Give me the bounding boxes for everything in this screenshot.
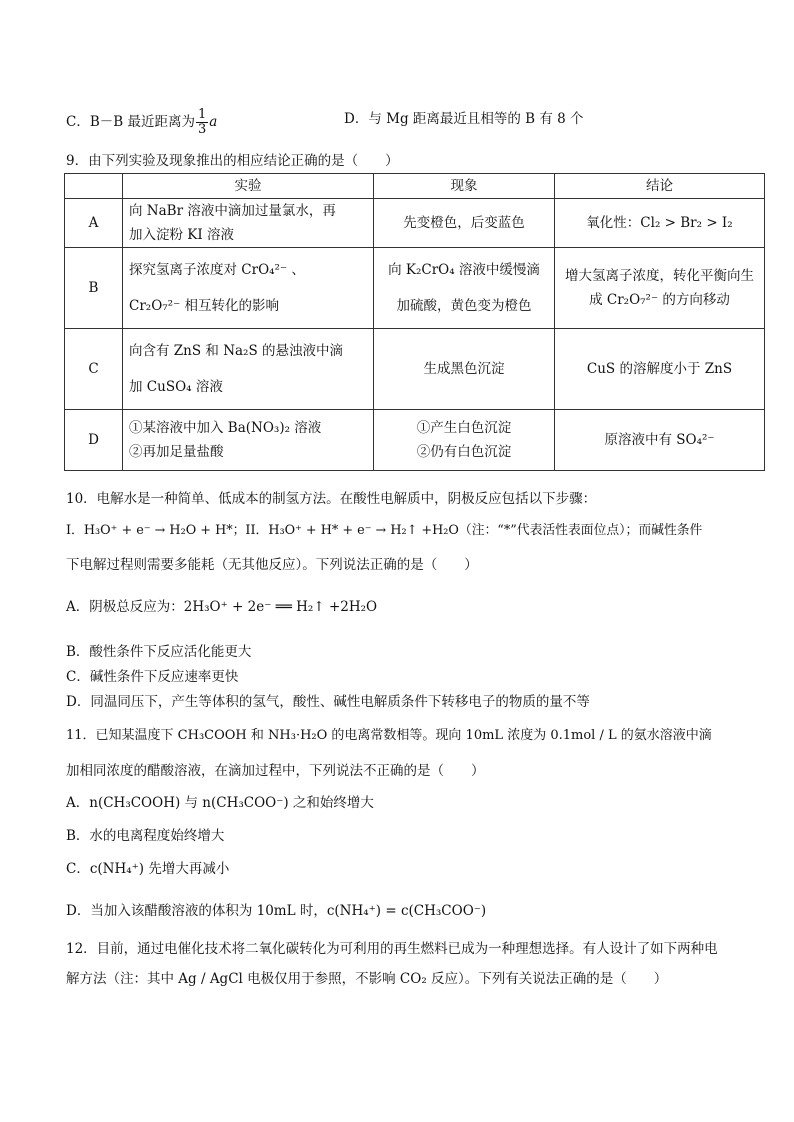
row-label: C	[65, 329, 123, 410]
row-label: B	[65, 248, 123, 329]
fraction-denominator: 3	[197, 122, 207, 137]
q11-option-d: D．当加入该醋酸溶液的体积为 10mL 时，c(NH₄⁺) = c(CH₃COO⁻)	[66, 903, 487, 919]
experiment-line: ②再加足量盐酸	[129, 444, 224, 460]
q9-header-phenomenon: 现象	[374, 174, 555, 199]
q9-header-conclusion: 结论	[555, 174, 765, 199]
experiment-line: 加入淀粉 KI 溶液	[129, 227, 235, 243]
q10-option-b: B．酸性条件下反应活化能更大	[66, 644, 252, 660]
experiment-line: 向含有 ZnS 和 Na₂S 的悬浊液中滴	[129, 343, 344, 359]
q10-option-c: C．碱性条件下反应速率更快	[66, 669, 239, 685]
q12-stem: 12．目前，通过电催化技术将二氧化碳转化为可利用的再生燃料已成为一种理想选择。有人设计了如下两种电	[66, 941, 718, 957]
phenomenon-cell	[374, 248, 555, 329]
phenomenon-line: 生成黑色沉淀	[423, 361, 505, 377]
conclusion-cell	[555, 199, 765, 248]
table-row	[65, 199, 765, 248]
q11-stem: 11．已知某温度下 CH₃COOH 和 NH₃·H₂O 的电离常数相等。现向 10mL 浓度为 0.1mol / L 的氨水溶液中滴	[66, 728, 712, 743]
phenomenon-line: 加硫酸，黄色变为橙色	[396, 298, 532, 314]
fraction-numerator: 1	[197, 107, 207, 122]
q8-option-c	[66, 108, 217, 137]
phenomenon-cell	[374, 199, 555, 248]
experiment-line: Cr₂O₇²⁻ 相互转化的影响	[129, 298, 280, 314]
q10-option-a: A．阴极总反应为：2H₃O⁺ + 2e⁻ ══ H₂↑ +2H₂O	[66, 599, 378, 615]
experiment-cell	[123, 410, 374, 471]
q10-stem: 10．电解水是一种简单、低成本的制氢方法。在酸性电解质中，阴极反应包括以下步骤：	[66, 491, 597, 507]
q9-table-header	[65, 174, 765, 199]
conclusion-line: 原溶液中有 SO₄²⁻	[604, 432, 715, 448]
phenomenon-line: 先变橙色，后变蓝色	[403, 215, 525, 231]
experiment-line: 向 NaBr 溶液中滴加过量氯水，再	[129, 203, 336, 219]
row-label: D	[65, 410, 123, 471]
experiment-line: 探究氢离子浓度对 CrO₄²⁻ 、	[129, 262, 305, 278]
conclusion-line: 增大氢离子浓度，转化平衡向生	[565, 268, 754, 284]
q9-header-experiment: 实验	[123, 174, 374, 199]
q11-stem-continued: 加相同浓度的醋酸溶液，在滴加过程中，下列说法不正确的是（ ）	[66, 763, 485, 779]
table-row	[65, 248, 765, 329]
phenomenon-cell	[374, 410, 555, 471]
experiment-cell	[123, 329, 374, 410]
q8-option-c-text: B－B 最近距离为	[89, 114, 195, 130]
row-label: A	[65, 199, 123, 248]
experiment-line: 加 CuSO₄ 溶液	[129, 379, 223, 395]
q9-table	[64, 173, 765, 471]
q10-stem-continued: 下电解过程则需要多能耗（无其他反应）。下列说法正确的是（ ）	[66, 557, 478, 573]
q11-option-b: B．水的电离程度始终增大	[66, 828, 225, 844]
q10-option-d: D．同温同压下，产生等体积的氢气，酸性、碱性电解质条件下转移电子的物质的量不等	[66, 694, 590, 710]
q8-fraction	[196, 108, 208, 137]
q9-header-blank	[65, 174, 123, 199]
conclusion-line: CuS 的溶解度小于 ZnS	[586, 361, 733, 377]
conclusion-cell	[555, 410, 765, 471]
q10-steps: I．H₃O⁺ + e⁻ → H₂O + H*；II．H₃O⁺ + H* + e⁻ → H₂↑ +H₂O（注：“*”代表活性表面位点）；而碱性条件	[66, 523, 703, 538]
phenomenon-line: ①产生白色沉淀	[416, 420, 512, 436]
conclusion-line: 氧化性：Cl₂ > Br₂ > I₂	[586, 215, 733, 231]
q11-option-c: C．c(NH₄⁺) 先增大再减小	[66, 861, 230, 877]
experiment-line: ①某溶液中加入 Ba(NO₃)₂ 溶液	[129, 420, 322, 436]
phenomenon-line: ②仍有白色沉淀	[416, 444, 512, 460]
q12-stem-continued: 解方法（注：其中 Ag / AgCl 电极仅用于参照，不影响 CO₂ 反应）。下列有关说法正确的是（ ）	[66, 971, 668, 987]
q9-stem: 9．由下列实验及现象推出的相应结论正确的是（ ）	[66, 153, 399, 169]
phenomenon-cell	[374, 329, 555, 410]
q8-option-d: D．与 Mg 距离最近且相等的 B 有 8 个	[344, 111, 584, 127]
experiment-cell	[123, 199, 374, 248]
conclusion-cell	[555, 329, 765, 410]
table-row	[65, 329, 765, 410]
phenomenon-line: 向 K₂CrO₄ 溶液中缓慢滴	[388, 262, 540, 278]
experiment-cell	[123, 248, 374, 329]
q8-option-c-prefix: C．	[66, 114, 90, 130]
table-row	[65, 410, 765, 471]
conclusion-cell	[555, 248, 765, 329]
conclusion-line: 成 Cr₂O₇²⁻ 的方向移动	[589, 292, 730, 308]
q11-option-a: A．n(CH₃COOH) 与 n(CH₃COO⁻) 之和始终增大	[66, 795, 374, 811]
q8-option-c-suffix: a	[209, 114, 218, 130]
